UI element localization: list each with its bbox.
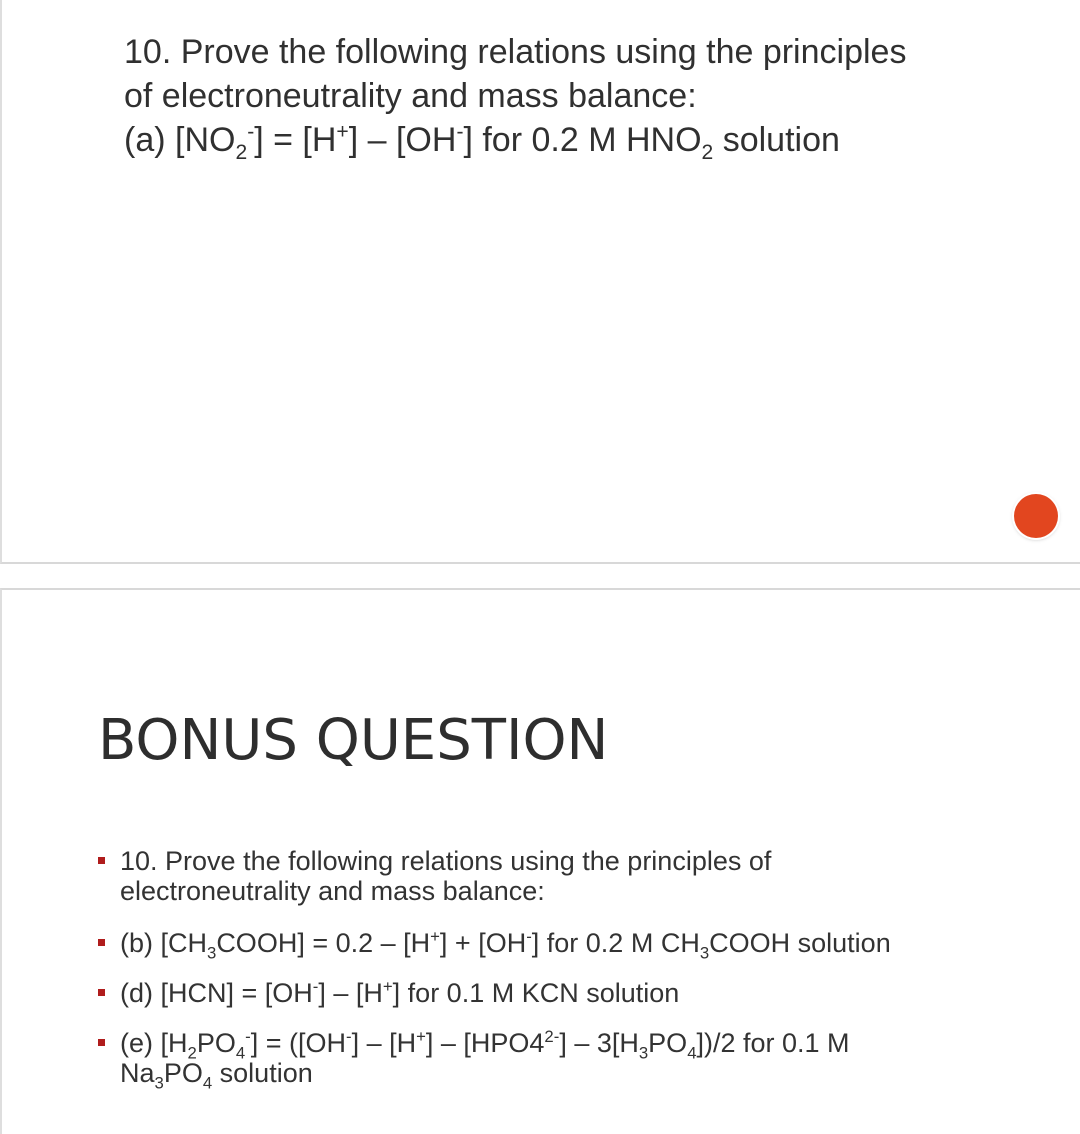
item-e-part: solution <box>212 1058 313 1088</box>
item-e-superscript: + <box>416 1027 426 1046</box>
item-e-superscript: - <box>245 1027 251 1046</box>
intro-line-2: electroneutrality and mass balance: <box>120 876 545 906</box>
item-b-part: COOH solution <box>709 928 891 958</box>
item-e-subscript: 3 <box>154 1073 164 1093</box>
question-line-1: 10. Prove the following relations using the principles <box>124 33 907 71</box>
item-e-part: ])/2 for 0.1 M <box>696 1028 850 1058</box>
item-b-superscript: + <box>430 927 440 946</box>
question-part-a <box>124 118 1004 162</box>
slide-question <box>0 0 1080 564</box>
bonus-title: BONUS QUESTION <box>98 708 609 773</box>
bullet-icon <box>98 1039 105 1046</box>
question-line-2: of electroneutrality and mass balance: <box>124 77 697 115</box>
part-a-superscript: + <box>336 120 349 144</box>
list-item <box>98 978 1058 1008</box>
bullet-icon <box>98 989 105 996</box>
item-e-line-2 <box>120 1058 313 1093</box>
item-b-text <box>120 927 891 963</box>
part-a-subscript: 2 <box>235 140 248 164</box>
part-a-text: solution <box>713 121 840 159</box>
bullet-icon <box>98 939 105 946</box>
item-e-superscript: - <box>345 1027 352 1046</box>
bonus-bullet-list <box>98 846 1058 1108</box>
item-e-part: ] = ([OH <box>250 1028 346 1058</box>
item-e-superscript: 2- <box>544 1027 560 1046</box>
bullet-icon <box>98 857 105 864</box>
record-button-icon[interactable] <box>1014 494 1058 538</box>
item-d-part: ] – [H <box>318 978 383 1008</box>
item-e-subscript: 4 <box>202 1073 213 1093</box>
item-e-text <box>120 1027 850 1063</box>
item-b-part: COOH] = 0.2 – [H <box>216 928 431 958</box>
item-b-subscript: 3 <box>207 943 217 963</box>
item-d-part: ] for 0.1 M KCN solution <box>392 978 680 1008</box>
slide-bonus <box>0 588 1080 1134</box>
item-d-superscript: - <box>312 977 319 996</box>
part-a-superscript: - <box>456 120 464 144</box>
list-item <box>98 927 1058 963</box>
item-d-text <box>120 978 679 1008</box>
item-b-subscript: 3 <box>699 943 710 963</box>
item-e-part: PO <box>648 1028 688 1058</box>
item-e-part: Na <box>120 1058 155 1088</box>
item-e-part: PO <box>163 1058 203 1088</box>
item-b-part: ] for 0.2 M CH <box>531 928 700 958</box>
item-b-superscript: - <box>526 927 532 946</box>
item-e-part: PO <box>196 1028 236 1058</box>
part-a-text: ] = [H <box>254 121 337 159</box>
list-item <box>98 846 1058 906</box>
part-a-subscript: 2 <box>701 140 714 164</box>
item-e-subscript: 4 <box>235 1043 246 1063</box>
item-e-subscript: 3 <box>638 1043 649 1063</box>
item-e-subscript: 4 <box>687 1043 697 1063</box>
item-b-part: ] + [OH <box>439 928 527 958</box>
part-a-text: ] – [OH <box>348 121 457 159</box>
item-d-superscript: + <box>382 977 393 996</box>
list-item <box>98 1027 1058 1093</box>
item-e-subscript: 2 <box>187 1043 197 1063</box>
slide-gap <box>0 564 1080 588</box>
part-a-text: ] for 0.2 M HNO <box>463 121 702 159</box>
item-e-part: ] – [H <box>351 1028 417 1058</box>
item-b-part: (b) [CH <box>120 928 207 958</box>
question-text <box>124 30 1004 162</box>
item-d-part: (d) [HCN] = [OH <box>120 978 313 1008</box>
item-e-part: (e) [H <box>120 1028 188 1058</box>
item-e-part: ] – [HPO4 <box>425 1028 545 1058</box>
item-e-part: ] – 3[H <box>559 1028 639 1058</box>
intro-line-1: 10. Prove the following relations using the principles of <box>120 846 772 876</box>
part-a-superscript: - <box>247 120 255 144</box>
part-a-text: (a) [NO <box>124 121 236 159</box>
